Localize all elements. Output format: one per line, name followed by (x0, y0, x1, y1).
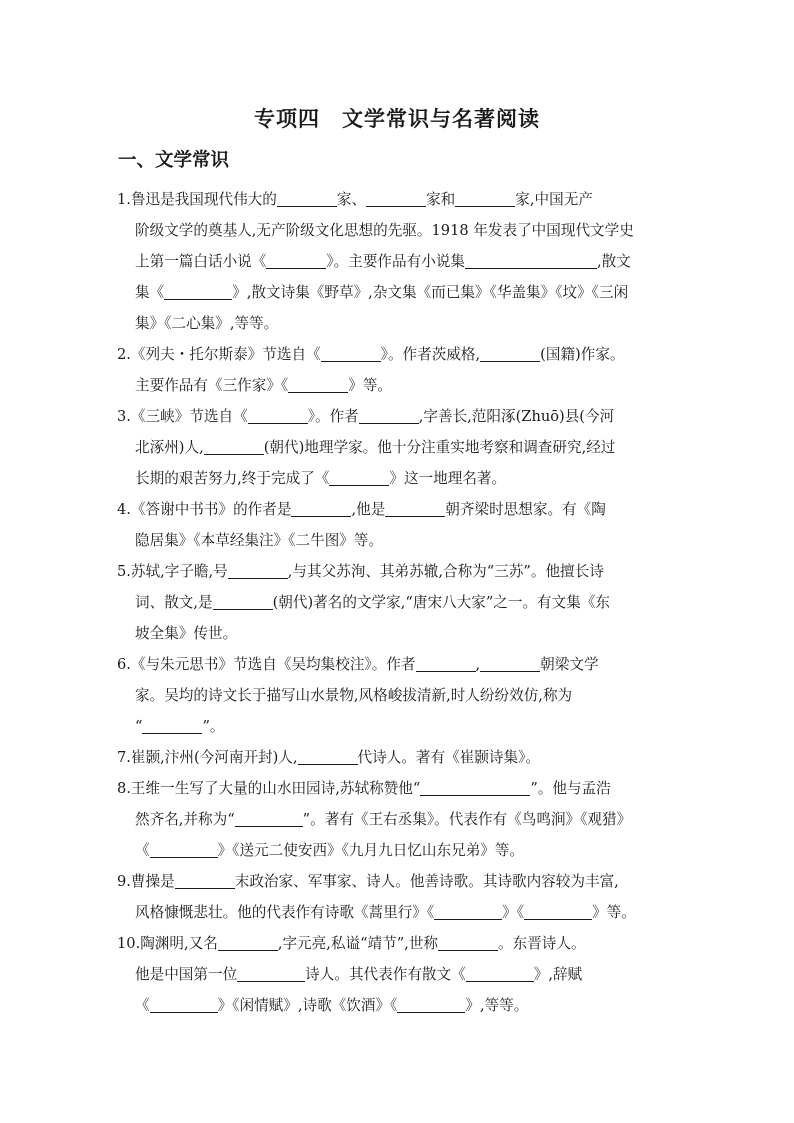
fill-in-blank (164, 283, 232, 300)
fill-in-blank (248, 407, 308, 424)
question-line (117, 990, 687, 1021)
question-line (117, 866, 687, 897)
question-line (117, 835, 687, 866)
fill-in-blank (466, 965, 534, 982)
fill-in-blank (142, 717, 202, 734)
fill-in-blank (480, 345, 540, 362)
question-text: 隐居集》《本草经集注》《二牛图》等。 (135, 532, 384, 549)
question-text: 》这一地理名著。 (389, 470, 507, 487)
question-line (117, 928, 687, 959)
question-line (117, 525, 687, 556)
fill-in-blank (385, 500, 445, 517)
question-text: 》,等等。 (465, 997, 529, 1014)
question-text: 2.《列夫・托尔斯泰》节选自《 (117, 346, 321, 363)
question-line (117, 401, 687, 432)
fill-in-blank (213, 593, 273, 610)
question-text: (朝代)地理学家。他十分注重实地考察和调查研究,经过 (263, 439, 616, 456)
question-text: ”。 (202, 718, 225, 735)
fill-in-blank (150, 841, 218, 858)
fill-in-blank (434, 903, 502, 920)
question-line (117, 618, 687, 649)
fill-in-blank (175, 872, 235, 889)
question-line (117, 959, 687, 990)
question-list (117, 184, 687, 1021)
question-text: 》,散文诗集《野草》,杂文集《而已集》《华盖集》《坟》《三闲 (232, 284, 629, 301)
question-text: 》等。 (348, 377, 393, 394)
question-line (117, 897, 687, 928)
question-text: 》《送元二使安西》《九月九日忆山东兄弟》等。 (217, 842, 525, 859)
question-text: 代诗人。著有《崔颢诗集》。 (357, 749, 540, 766)
fill-in-blank (438, 934, 498, 951)
question-text: 》。作者 (307, 408, 359, 425)
question-text: 长期的艰苦努力,终于完成了《 (135, 470, 330, 487)
question-line (117, 246, 687, 277)
fill-in-blank (359, 407, 419, 424)
question-text: 家。吴均的诗文长于描写山水景物,风格峻拔清新,时人纷纷效仿,称为 (135, 687, 573, 704)
fill-in-blank (397, 996, 465, 1013)
fill-in-blank (524, 903, 592, 920)
question-text: 词、散文,是 (135, 594, 213, 611)
question-line (117, 277, 687, 308)
fill-in-blank (288, 376, 348, 393)
question-text: 他是中国第一位 (135, 966, 238, 983)
question-text: 《 (135, 997, 150, 1014)
question-text: (朝代)著名的文学家,“唐宋八大家”之一。有文集《东 (272, 594, 611, 611)
question-text: ”。他与孟浩 (530, 780, 611, 797)
question-text: 诗人。其代表作有散文《 (305, 966, 466, 983)
question-line (117, 339, 687, 370)
question-item (117, 184, 687, 339)
fill-in-blank (329, 469, 389, 486)
question-text: 然齐名,并称为“ (135, 811, 235, 828)
question-text: ,散文 (597, 253, 631, 270)
section-heading: 一、文学常识 (118, 150, 230, 171)
question-text: 主要作品有《三作家》《 (135, 377, 289, 394)
question-item (117, 866, 687, 928)
question-text: 集《 (135, 284, 165, 301)
question-text: 家,中国无产 (515, 191, 593, 208)
fill-in-blank (266, 252, 326, 269)
question-item (117, 494, 687, 556)
question-line (117, 308, 687, 339)
question-line (117, 587, 687, 618)
question-text: 8.王维一生写了大量的山水田园诗,苏轼称赞他“ (117, 780, 421, 797)
question-text: 上第一篇白话小说《 (135, 253, 267, 270)
question-text: 阶级文学的奠基人,无产阶级文化思想的先驱。1918 年发表了中国现代文学史 (135, 222, 634, 239)
question-line (117, 463, 687, 494)
question-line (117, 773, 687, 804)
question-text: ,他是 (351, 501, 386, 518)
question-text: 》《闲情赋》,诗歌《饮酒》《 (217, 997, 398, 1014)
fill-in-blank (237, 965, 305, 982)
fill-in-blank (480, 655, 540, 672)
question-item (117, 773, 687, 866)
fill-in-blank (235, 810, 303, 827)
question-line (117, 556, 687, 587)
fill-in-blank (321, 345, 381, 362)
question-item (117, 649, 687, 742)
question-text: 4.《答谢中书书》的作者是 (117, 501, 292, 518)
question-text: 7.崔颢,汴州(今河南开封)人, (117, 749, 298, 766)
question-text: 末政治家、军事家、诗人。他善诗歌。其诗歌内容较为丰富, (234, 873, 619, 890)
question-line (117, 711, 687, 742)
question-line (117, 649, 687, 680)
page-title: 专项四 文学常识与名著阅读 (254, 107, 540, 131)
question-line (117, 184, 687, 215)
question-line (117, 742, 687, 773)
question-line (117, 680, 687, 711)
question-item (117, 339, 687, 401)
question-text: 6.《与朱元思书》节选自《吴均集校注》。作者 (117, 656, 416, 673)
question-text: 》《 (502, 904, 525, 921)
question-text: 朝梁文学 (540, 656, 599, 673)
question-line (117, 215, 687, 246)
question-item (117, 556, 687, 649)
fill-in-blank (218, 934, 278, 951)
question-line (117, 370, 687, 401)
question-text: ,字善长,范阳涿(Zhuō)县(今河 (418, 408, 615, 425)
question-text: 家和 (426, 191, 456, 208)
fill-in-blank (366, 190, 426, 207)
question-text: (国籍)作家。 (540, 346, 625, 363)
fill-in-blank (465, 252, 597, 269)
question-line (117, 804, 687, 835)
fill-in-blank (277, 190, 337, 207)
question-text: 》。作者茨威格, (380, 346, 481, 363)
fill-in-blank (204, 438, 264, 455)
question-text: 集》《二心集》,等等。 (135, 315, 279, 332)
question-line (117, 432, 687, 463)
question-text: , (475, 656, 481, 673)
question-text: 1.鲁迅是我国现代伟大的 (117, 191, 277, 208)
question-text: 。东晋诗人。 (498, 935, 586, 952)
fill-in-blank (455, 190, 515, 207)
question-text: 5.苏轼,字子瞻,号 (117, 563, 228, 580)
question-item (117, 742, 687, 773)
question-text: ,与其父苏洵、其弟苏辙,合称为“三苏”。他擅长诗 (287, 563, 604, 580)
fill-in-blank (150, 996, 218, 1013)
question-text: 北涿州)人, (135, 439, 204, 456)
fill-in-blank (291, 500, 351, 517)
question-text: 10.陶渊明,又名 (117, 935, 218, 952)
question-text: 坡全集》传世。 (135, 625, 238, 642)
question-text: 3.《三峡》节选自《 (117, 408, 248, 425)
question-item (117, 401, 687, 494)
question-text: ”。著有《王右丞集》。代表作有《鸟鸣涧》《观猎》 (302, 811, 632, 828)
question-text: 风格慷慨悲壮。他的代表作有诗歌《蒿里行》《 (135, 904, 435, 921)
question-text: 》。主要作品有小说集 (326, 253, 465, 270)
question-text: 家、 (336, 191, 367, 208)
fill-in-blank (228, 562, 288, 579)
question-text: ,字元亮,私谥“靖节”,世称 (277, 935, 439, 952)
question-item (117, 928, 687, 1021)
question-line (117, 494, 687, 525)
fill-in-blank (298, 748, 358, 765)
question-text: 朝齐梁时思想家。有《陶 (445, 501, 606, 518)
question-text: 》等。 (592, 904, 636, 921)
question-text: “ (135, 718, 143, 735)
question-text: 《 (135, 842, 150, 859)
fill-in-blank (416, 655, 476, 672)
fill-in-blank (420, 779, 530, 796)
question-text: 9.曹操是 (117, 873, 175, 890)
question-text: 》,辞赋 (533, 966, 583, 983)
